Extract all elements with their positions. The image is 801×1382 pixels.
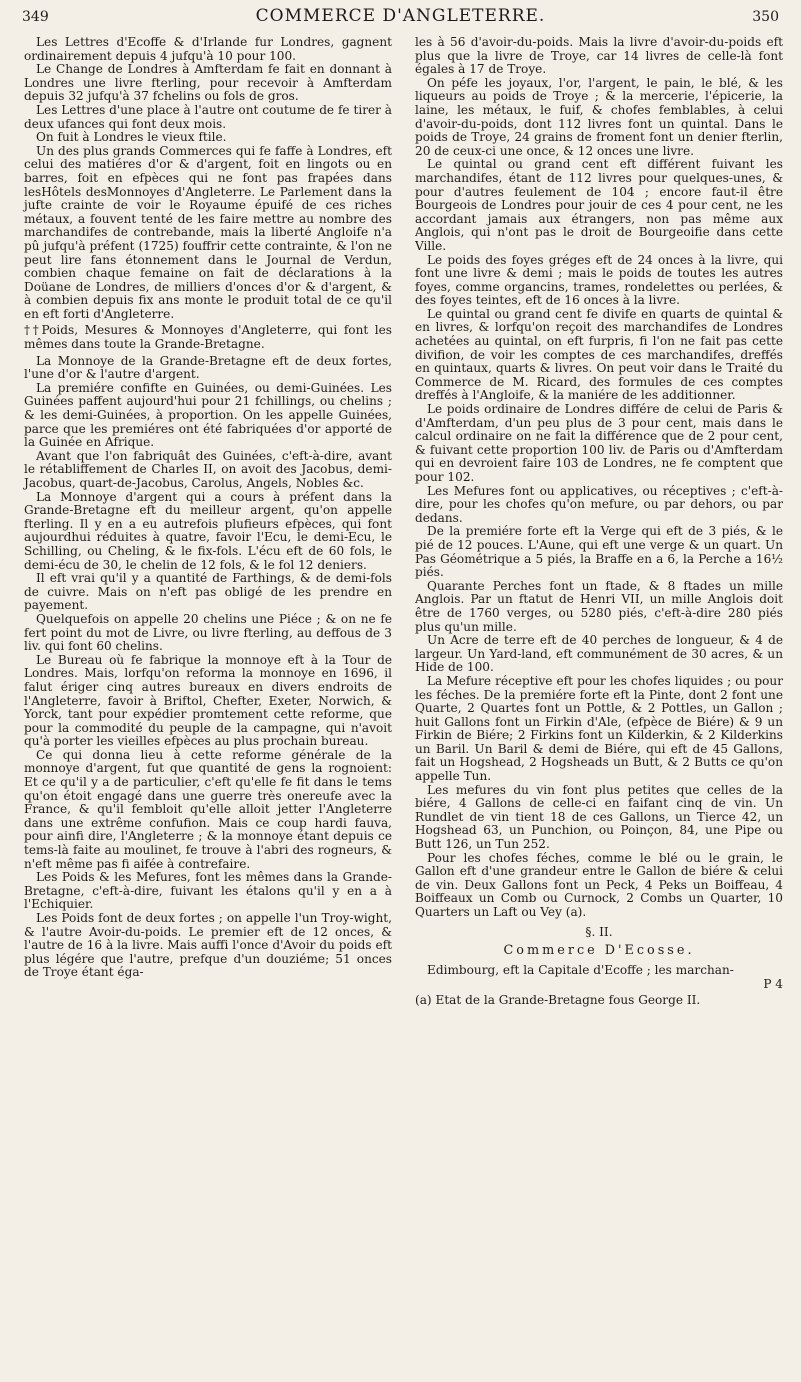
paragraph: Le Change de Londres à Amfterdam fe fait en donnant à Londres une livre fterling, pour recevoir à Amfterdam depuis 32 jufqu'à 37 fchelins ou fols de gros. [24,62,392,104]
paragraph: les à 56 d'avoir-du-poids. Mais la livre d'avoir-du-poids eft plus que la livre de Troye, car 14 livres de celle-là font égales à 17 de Troye. [415,35,783,77]
page-number-left: 349 [22,9,49,25]
paragraph: Ce qui donna lieu à cette reforme générale de la monnoye d'argent, fut que quantité de gens la rognoient: Et ce qu'il y a de particulier, c'eft qu'elle fe fit dans le tems qu'on étoit engagé dans une guerre très onereufe avec la France, & qu'il fembloit qu'elle alloit jetter l'Angleterre dans une extrême confufion. Mais ce coup hardi fauva, pour ainfi dire, l'Angleterre ; & la monnoye étant depuis ce tems-là faite au moulinet, fe trouve à l'abri des rogneurs, & n'eft même pas fi aifée à contrefaire. [24,747,392,871]
paragraph: Edimbourg, eft la Capitale d'Ecoffe ; les marchan- [427,962,734,977]
right-column [415,36,783,1008]
paragraph: Le quintal ou grand cent eft différent fuivant les marchandifes, étant de 112 livres pour quelques-unes, & pour d'autres feulement de 104 ; encore faut-il être Bourgeois de Londres pour jouir de ces 4 pour cent, ne les accordant jamais aux étrangers, non pas même aux Anglois, qui n'ont pas le droit de Bourgeoifie dans cette Ville. [415,157,783,253]
paragraph: Le quintal ou grand cent fe divife en quarts de quintal & en livres, & lorfqu'on reçoit des marchandifes de Londres achetées au quintal, on eft furpris, fi l'on ne fait pas cette divifion, de voir les comptes de ces marchandifes, dreffés en quintaux, quarts & livres. On peut voir dans le Traité du Commerce de M. Ricard, des formules de ces comptes dreffés à l'Angloife, & la maniére de les additionner. [415,306,783,403]
paragraph: Le poids des foyes gréges eft de 24 onces à la livre, qui font une livre & demi ; mais le poids de toutes les autres foyes, comme organcins, trames, rondelettes ou perlées, & des foyes teintes, eft de 16 onces à la livre. [415,252,783,308]
paragraph: Le Bureau où fe fabrique la monnoye eft à la Tour de Londres. Mais, lorfqu'on reforma la monnoye en 1696, il falut ériger cinq autres bureaux en divers endroits de l'Angleterre, favoir à Briftol, Chefter, Exeter, Norwich, & Yorck, tant pour expédier promtement cette reforme, que pour la commodité du peuple de la campagne, qui n'avoit qu'à porter les vieilles efpèces au plus prochain bureau. [24,652,392,749]
paragraph: Les Lettres d'Ecoffe & d'Irlande fur Londres, gagnent ordinairement depuis 4 jufqu'à 10 pour 100. [24,35,392,63]
paragraph: On péfe les joyaux, l'or, l'argent, le pain, le blé, & les liqueurs au poids de Troye ; & la mercerie, l'épicerie, la laine, les métaux, le fuif, & chofes femblables, à celui d'avoir-du-poids, dont 112 livres font un quintal. Dans le poids de Troye, 24 grains de froment font un denier fterlin, 20 de ceux-ci une once, & 12 onces une livre. [415,75,783,158]
paragraph: La Monnoye de la Grande-Bretagne eft de deux fortes, l'une d'or & l'autre d'argent. [24,353,392,382]
signature-mark: P 4 [763,977,783,992]
paragraph: Il eft vrai qu'il y a quantité de Farthings, & de demi-fols de cuivre. Mais on n'eft pas obligé de les prendre en payement. [24,571,392,613]
paragraph: Un des plus grands Commerces qui fe faffe à Londres, eft celui des matiéres d'or & d'argent, foit en lingots ou en barres, foit en efpèces qui ne font pas frapées dans lesHôtels desMonnoyes d'Angleterre. Le Parlement dans la jufte crainte de voir le Royaume épuifé de ces riches métaux, a fouvent tenté de les faire mettre au nombre des marchandifes de contrebande, mais la liberté Angloife n'a pû jufqu'à préfent (1725) fouffrir cette contrainte, & l'on ne peut lire fans étonnement dans le Journal de Verdun, combien chaque femaine on fait de déclarations à la Doüane de Londres, de milliers d'onces d'or & d'argent, & à combien depuis fix ans monte le produit total de ce qu'il en eft forti d'Angleterre. [24,143,392,321]
paragraph: Le poids ordinaire de Londres différe de celui de Paris & d'Amfterdam, d'un peu plus de 3 pour cent, mais dans le calcul ordinaire on ne fait la différence que de 2 pour cent, & fuivant cette proportion 100 liv. de Paris ou d'Amfterdam qui en devroient faire 103 de Londres, ne fe comptent que pour 102. [415,402,783,484]
paragraph: La Mefure réceptive eft pour les chofes liquides ; ou pour les féches. De la premiére forte eft la Pinte, dont 2 font une Quarte, 2 Quartes font un Pottle, & 2 Pottles, un Gallon ; huit Gallons font un Firkin d'Ale, (efpèce de Biére) & 9 un Firkin de Biére; 2 Firkins font un Kilderkin, & 2 Kilderkins un Baril. Un Baril & demi de Biére, qui eft de 45 Gallons, fait un Hogshead, 2 Hogsheads un Butt, & 2 Butts ce qu'on appelle Tun. [415,673,783,784]
footnote: (a) Etat de la Grande-Bretagne fous George II. [415,992,701,1007]
paragraph: Un Acre de terre eft de 40 perches de longueur, & 4 de largeur. Un Yard-land, eft communément de 30 acres, & un Hide de 100. [415,633,783,675]
paragraph: Quarante Perches font un ftade, & 8 ftades un mille Anglois. Par un ftatut de Henri VII, un mille Anglois doit être de 1760 verges, ou 5280 piés, c'eft-à-dire 280 piés plus qu'un mille. [415,578,783,634]
paragraph: Les Poids & les Mefures, font les mêmes dans la Grande-Bretagne, c'eft-à-dire, fuivant les étalons qu'il y en a à l'Echiquier. [24,870,392,912]
paragraph: Les mefures du vin font plus petites que celles de la biére, 4 Gallons de celle-ci en faifant cinq de vin. Un Rundlet de vin tient 18 de ces Gallons, un Tierce 42, un Hogshead 63, un Punchion, ou Poinçon, 84, une Pipe ou Butt 126, un Tun 252. [415,782,783,852]
section-title: Commerce D'Ecosse. [503,943,695,959]
section-mark: §. II. [585,924,613,939]
page-number-right: 350 [752,9,779,25]
paragraph: De la premiére forte eft la Verge qui eft de 3 piés, & le pié de 12 pouces. L'Aune, qui eft une verge & un quart. Un Pas Géométrique a 5 piés, la Braffe en a 6, la Perche a 16½ piés. [415,524,783,580]
running-head [22,6,779,32]
paragraph: Les Poids font de deux fortes ; on appelle l'un Troy-wight, & l'autre Avoir-du-poids. Le premier eft de 12 onces, & l'autre de 16 à la livre. Mais auffi l'once d'Avoir du poids eft plus légére que l'autre, prefque d'un douziéme; 51 onces de Troye étant éga- [24,911,392,980]
paragraph: Quelquefois on appelle 20 chelins une Piéce ; & on ne fe fert point du mot de Livre, ou livre fterling, au deffous de 3 liv. qui font 60 chelins. [24,611,392,654]
left-column [24,36,392,980]
paragraph: Les Mefures font ou applicatives, ou réceptives ; c'eft-à-dire, pour les chofes qu'on mefure, ou par dehors, ou par dedans. [415,483,783,525]
paragraph: On fuit à Londres le vieux ftile. [36,130,227,145]
paragraph: Les Lettres d'une place à l'autre ont coutume de fe tirer à deux ufances qui font deux mois. [24,102,392,131]
paragraph: Pour les chofes féches, comme le blé ou le grain, le Gallon eft d'une grandeur entre le Gallon de biére & celui de vin. Deux Gallons font un Peck, 4 Peks un Boiffeau, 4 Boiffeaux un Comb ou Curnock, 2 Combs un Quarter, 10 Quarters un Laft ou Vey (a). [415,850,783,919]
paragraph: La Monnoye d'argent qui a cours à préfent dans la Grande-Bretagne eft du meilleur argent, qu'on appelle fterling. Il y en a eu autrefois plufieurs efpèces, qui font aujourdhui réduites à quatre, favoir l'Ecu, le demi-Ecu, le Schilling, ou Cheling, & le fix-fols. L'écu eft de 60 fols, le demi-écu de 30, le chelin de 12 fols, & le fol 12 deniers. [24,489,392,572]
paragraph: Avant que l'on fabriquât des Guinées, c'eft-à-dire, avant le rétabliffement de Charles II, on avoit des Jacobus, demi-Jacobus, quart-de-Jacobus, Carolus, Angels, Nobles &c. [24,448,392,490]
running-title: COMMERCE D'ANGLETERRE. [255,6,546,26]
section-heading: ††Poids, Mesures & Monnoyes d'Angleterre, qui font les mêmes dans toute la Grande-Bretagne. [24,323,392,352]
paragraph: La premiére confifte en Guinées, ou demi-Guinées. Les Guinées paffent aujourd'hui pour 21 fchillings, ou chelins ; & les demi-Guinées, à proportion. On les appelle Guinées, parce que les premiéres ont été fabriquées d'or apporté de la Guinée en Afrique. [24,380,392,450]
